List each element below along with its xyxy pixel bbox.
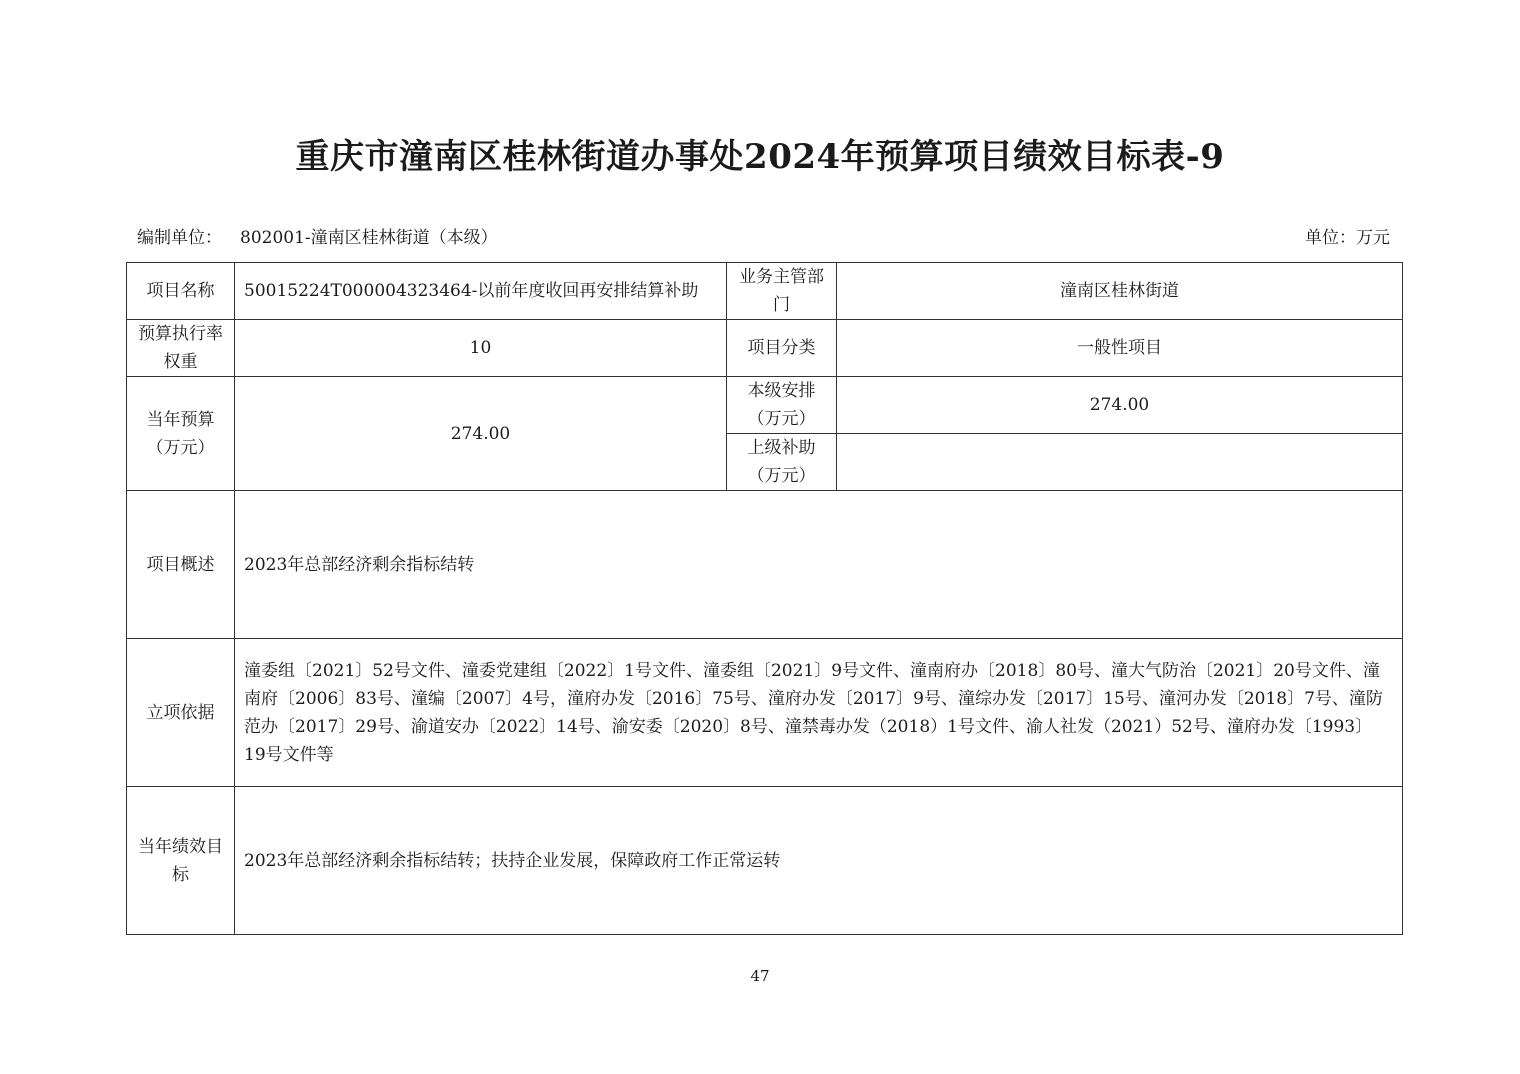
goal-value: 2023年总部经济剩余指标结转；扶持企业发展，保障政府工作正常运转 (235, 787, 1403, 935)
compiling-unit (137, 226, 498, 250)
currency-unit: 单位：万元 (1305, 228, 1390, 248)
compiling-unit-value: 802001-潼南区桂林街道（本级） (240, 228, 498, 248)
page-number: 47 (750, 967, 770, 985)
category-label: 项目分类 (727, 320, 837, 377)
performance-target-table (126, 262, 1403, 935)
project-name-label: 项目名称 (127, 263, 235, 320)
weight-label: 预算执行率权重 (127, 320, 235, 377)
category-value: 一般性项目 (837, 320, 1403, 377)
dept-value: 潼南区桂林街道 (837, 263, 1403, 320)
local-value: 274.00 (837, 377, 1403, 434)
project-name-value: 50015224T000004323464-以前年度收回再安排结算补助 (235, 263, 727, 320)
weight-value: 10 (235, 320, 727, 377)
compiling-unit-label: 编制单位： (137, 228, 222, 248)
row-project-name (127, 263, 1403, 320)
superior-value (837, 434, 1403, 491)
row-basis (127, 639, 1403, 787)
row-goal (127, 787, 1403, 935)
budget-label: 当年预算（万元） (127, 377, 235, 491)
goal-label: 当年绩效目标 (127, 787, 235, 935)
row-weight (127, 320, 1403, 377)
superior-label: 上级补助（万元） (727, 434, 837, 491)
basis-label: 立项依据 (127, 639, 235, 787)
row-overview (127, 491, 1403, 639)
overview-value: 2023年总部经济剩余指标结转 (235, 491, 1403, 639)
budget-value: 274.00 (235, 377, 727, 491)
page-title: 重庆市潼南区桂林街道办事处2024年预算项目绩效目标表-9 (295, 137, 1225, 177)
overview-label: 项目概述 (127, 491, 235, 639)
local-label: 本级安排（万元） (727, 377, 837, 434)
row-budget-local (127, 377, 1403, 434)
basis-value: 潼委组〔2021〕52号文件、潼委党建组〔2022〕1号文件、潼委组〔2021〕9号文件、潼南府办〔2018〕80号、潼大气防治〔2021〕20号文件、潼南府〔2006〕83号、潼编〔2007〕4号，潼府办发〔2016〕75号、潼府办发〔2017〕9号、潼综办发〔2017〕15号、潼河办发〔2018〕7号、潼防范办〔2017〕29号、渝道安办〔2022〕14号、渝安委〔2020〕8号、潼禁毒办发（2018）1号文件、渝人社发（2021）52号、潼府办发〔1993〕19号文件等 (235, 639, 1403, 787)
dept-label: 业务主管部门 (727, 263, 837, 320)
